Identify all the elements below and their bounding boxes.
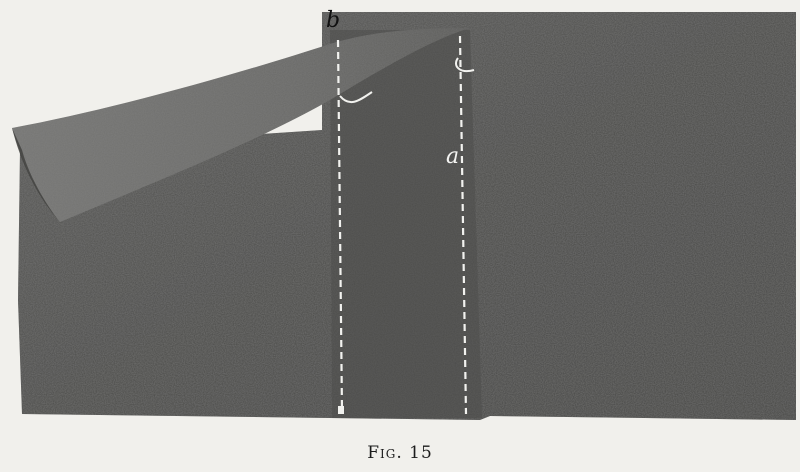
fabric-strip <box>330 30 482 418</box>
label-b: b <box>326 8 341 33</box>
label-a: a <box>446 144 460 169</box>
figure-caption: Fig. 15 <box>367 443 433 463</box>
